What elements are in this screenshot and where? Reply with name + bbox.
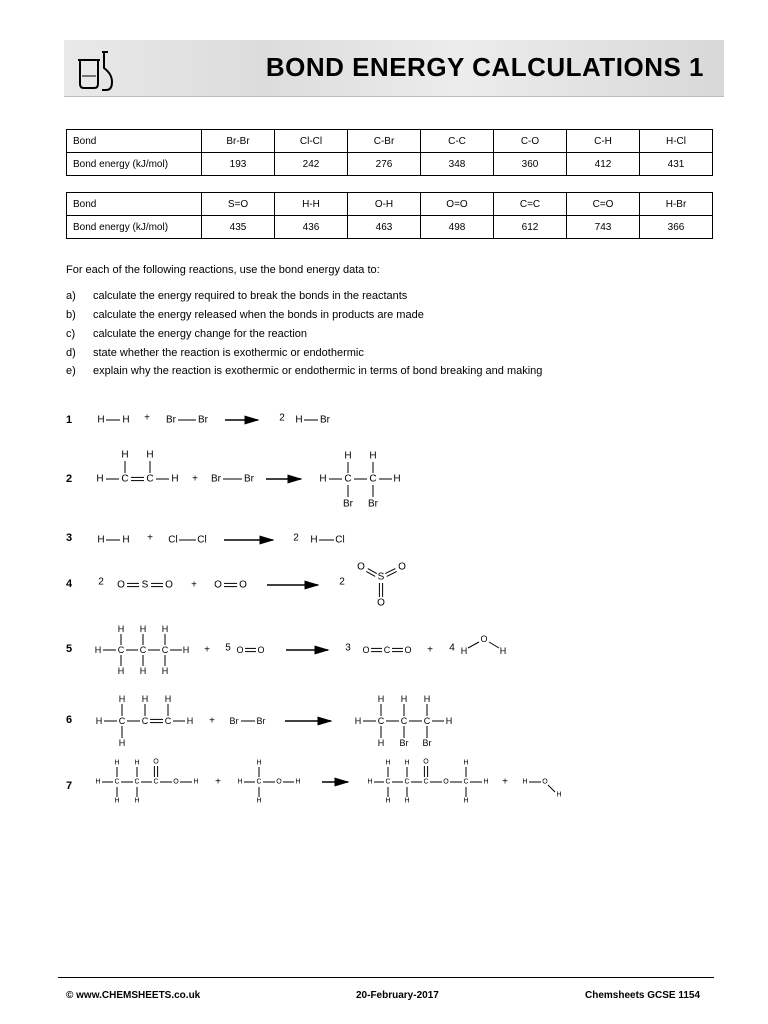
atom-label: H (256, 759, 262, 767)
atom-label: H (404, 797, 410, 805)
table-cell: C-O (494, 130, 567, 153)
atom-label: H (463, 797, 469, 805)
instruction-letter: e) (66, 365, 76, 377)
atom-label: S (141, 579, 149, 591)
plus-sign: + (215, 776, 221, 788)
table-header-cell: Bond (67, 130, 202, 153)
atom-label: O (153, 758, 159, 766)
atom-label: Br (368, 498, 378, 510)
atom-label: H (164, 694, 172, 704)
coefficient: 2 (339, 576, 345, 588)
reaction-number: 3 (66, 532, 73, 544)
atom-label: H (118, 738, 126, 748)
atom-label: C (383, 645, 391, 655)
table-cell: 193 (202, 153, 275, 176)
atom-label: C (161, 645, 169, 655)
atom-label: H (295, 414, 303, 426)
plus-sign: + (191, 579, 197, 591)
atom-label: O (542, 778, 548, 786)
reaction-number: 2 (66, 473, 73, 485)
atom-label: H (186, 716, 194, 726)
table-cell: 360 (494, 153, 567, 176)
atom-label: H (310, 534, 318, 546)
table-cell: C-H (567, 130, 640, 153)
atom-label: H (319, 473, 327, 485)
atom-label: H (139, 666, 147, 676)
atom-label: H (146, 449, 154, 461)
atom-label: C (117, 645, 125, 655)
table-cell: 242 (275, 153, 348, 176)
atom-label: H (460, 646, 468, 656)
atom-label: Br (256, 716, 266, 726)
plus-sign: + (144, 412, 150, 424)
atom-label: H (97, 534, 105, 546)
atom-label: H (377, 694, 385, 704)
atom-label: H (122, 414, 130, 426)
bond-line (548, 785, 555, 792)
atom-label: Br (198, 414, 208, 426)
atom-label: H (344, 450, 352, 462)
atom-label: O (239, 579, 247, 591)
atom-label: H (385, 759, 391, 767)
atom-label: Br (399, 738, 409, 748)
atom-label: C (463, 778, 469, 786)
atom-label: Br (320, 414, 330, 426)
atom-label: C (377, 716, 385, 726)
atom-label: H (483, 778, 489, 786)
atom-label: O (236, 645, 244, 655)
footer-reference: Chemsheets GCSE 1154 (585, 990, 701, 1001)
atom-label: C (385, 778, 391, 786)
table-cell: H-Cl (640, 130, 713, 153)
atom-label: H (95, 716, 103, 726)
table-cell: S=O (202, 193, 275, 216)
atom-label: C (404, 778, 410, 786)
atom-label: C (141, 716, 149, 726)
instructions-intro: For each of the following reactions, use the bond energy data to: (66, 264, 380, 276)
atom-label: H (237, 778, 243, 786)
atom-label: H (182, 645, 190, 655)
coefficient: 4 (449, 642, 455, 654)
table-header-cell: Bond (67, 193, 202, 216)
atom-label: H (141, 694, 149, 704)
atom-label: H (121, 449, 129, 461)
atom-label: H (134, 759, 140, 767)
atom-label: O (165, 579, 173, 591)
instruction-text: state whether the reaction is exothermic or endothermic (93, 347, 364, 359)
table-cell: H-Br (640, 193, 713, 216)
atom-label: C (256, 778, 262, 786)
reaction-number: 5 (66, 643, 73, 655)
atom-label: O (377, 597, 385, 609)
atom-label: C (146, 473, 154, 485)
atom-label: H (385, 797, 391, 805)
instruction-text: explain why the reaction is exothermic or endothermic in terms of bond breaking and making (93, 365, 543, 377)
atom-label: Br (229, 716, 239, 726)
plus-sign: + (192, 473, 198, 485)
table-cell: 743 (567, 216, 640, 239)
atom-label: Br (244, 473, 254, 485)
atom-label: H (161, 666, 169, 676)
atom-label: H (139, 624, 147, 634)
table-cell: C=O (567, 193, 640, 216)
atom-label: H (522, 778, 528, 786)
coefficient: 2 (293, 532, 299, 544)
footer-divider (58, 977, 714, 978)
atom-label: Cl (197, 534, 207, 546)
page-title: BOND ENERGY CALCULATIONS 1 (265, 52, 704, 82)
table-cell: 348 (421, 153, 494, 176)
atom-label: O (443, 778, 449, 786)
instruction-letter: d) (66, 347, 76, 359)
atom-label: Br (343, 498, 353, 510)
atom-label: C (423, 778, 429, 786)
coefficient: 2 (279, 412, 285, 424)
atom-label: H (114, 797, 120, 805)
table-cell: 463 (348, 216, 421, 239)
atom-label: Br (422, 738, 432, 748)
atom-label: C (121, 473, 129, 485)
instruction-letter: c) (66, 328, 76, 340)
atom-label: C (153, 778, 159, 786)
atom-label: C (134, 778, 140, 786)
atom-label: O (257, 645, 265, 655)
atom-label: H (117, 666, 125, 676)
reaction-number: 1 (66, 414, 73, 426)
atom-label: O (357, 561, 365, 573)
atom-label: O (276, 778, 282, 786)
atom-label: H (114, 759, 120, 767)
coefficient: 3 (345, 642, 351, 654)
table-cell: 412 (567, 153, 640, 176)
atom-label: H (295, 778, 301, 786)
atom-label: H (445, 716, 453, 726)
plus-sign: + (204, 644, 210, 656)
table-cell: Cl-Cl (275, 130, 348, 153)
table-header-cell: Bond energy (kJ/mol) (67, 153, 202, 176)
atom-label: Br (166, 414, 176, 426)
atom-label: Cl (335, 534, 345, 546)
instruction-text: calculate the energy change for the reaction (93, 328, 308, 340)
atom-label: H (369, 450, 377, 462)
table-cell: 435 (202, 216, 275, 239)
instruction-text: calculate the energy required to break the bonds in the reactants (93, 290, 408, 302)
atom-label: H (117, 624, 125, 634)
table-cell: 431 (640, 153, 713, 176)
atom-label: H (95, 778, 101, 786)
atom-label: C (344, 473, 352, 485)
atom-label: H (161, 624, 169, 634)
atom-label: O (214, 579, 222, 591)
atom-label: O (423, 758, 429, 766)
atom-label: H (97, 414, 105, 426)
atom-label: H (193, 778, 199, 786)
reaction-number: 4 (66, 578, 73, 590)
table-cell: 276 (348, 153, 421, 176)
plus-sign: + (502, 776, 508, 788)
atom-label: C (423, 716, 431, 726)
atom-label: H (393, 473, 401, 485)
atom-label: H (404, 759, 410, 767)
table-cell: 436 (275, 216, 348, 239)
table-cell: 612 (494, 216, 567, 239)
atom-label: H (400, 694, 408, 704)
table-cell: O=O (421, 193, 494, 216)
atom-label: O (362, 645, 370, 655)
atom-label: H (118, 694, 126, 704)
table-cell: 366 (640, 216, 713, 239)
footer-date: 20-February-2017 (356, 990, 439, 1001)
atom-label: H (134, 797, 140, 805)
atom-label: C (118, 716, 126, 726)
atom-label: H (423, 694, 431, 704)
atom-label: H (367, 778, 373, 786)
instruction-letter: b) (66, 309, 76, 321)
atom-label: O (173, 778, 179, 786)
footer-website: © www.CHEMSHEETS.co.uk (66, 990, 201, 1001)
atom-label: C (400, 716, 408, 726)
instruction-letter: a) (66, 290, 76, 302)
atom-label: O (480, 634, 488, 644)
atom-label: H (94, 645, 102, 655)
atom-label: H (463, 759, 469, 767)
reaction-number: 6 (66, 714, 73, 726)
atom-label: H (354, 716, 362, 726)
table-header-cell: Bond energy (kJ/mol) (67, 216, 202, 239)
atom-label: C (139, 645, 147, 655)
table-cell: Br-Br (202, 130, 275, 153)
table-cell: C-C (421, 130, 494, 153)
atom-label: S (377, 571, 385, 583)
table-cell: O-H (348, 193, 421, 216)
plus-sign: + (147, 532, 153, 544)
atom-label: H (377, 738, 385, 748)
plus-sign: + (427, 644, 433, 656)
atom-label: H (122, 534, 130, 546)
table-cell: 498 (421, 216, 494, 239)
table-cell: C=C (494, 193, 567, 216)
atom-label: O (404, 645, 412, 655)
plus-sign: + (209, 715, 215, 727)
atom-label: Br (211, 473, 221, 485)
atom-label: C (164, 716, 172, 726)
table-cell: C-Br (348, 130, 421, 153)
atom-label: C (114, 778, 120, 786)
atom-label: H (556, 791, 562, 799)
reaction-number: 7 (66, 780, 73, 792)
atom-label: H (256, 797, 262, 805)
atom-label: O (398, 561, 406, 573)
atom-label: O (117, 579, 125, 591)
atom-label: Cl (168, 534, 178, 546)
bond-line (489, 642, 499, 648)
atom-label: C (369, 473, 377, 485)
coefficient: 5 (225, 642, 231, 654)
atom-label: H (171, 473, 179, 485)
table-cell: H-H (275, 193, 348, 216)
bond-line (468, 642, 479, 648)
coefficient: 2 (98, 576, 104, 588)
instruction-text: calculate the energy released when the bonds in products are made (93, 309, 424, 321)
atom-label: H (96, 473, 104, 485)
atom-label: H (499, 646, 507, 656)
